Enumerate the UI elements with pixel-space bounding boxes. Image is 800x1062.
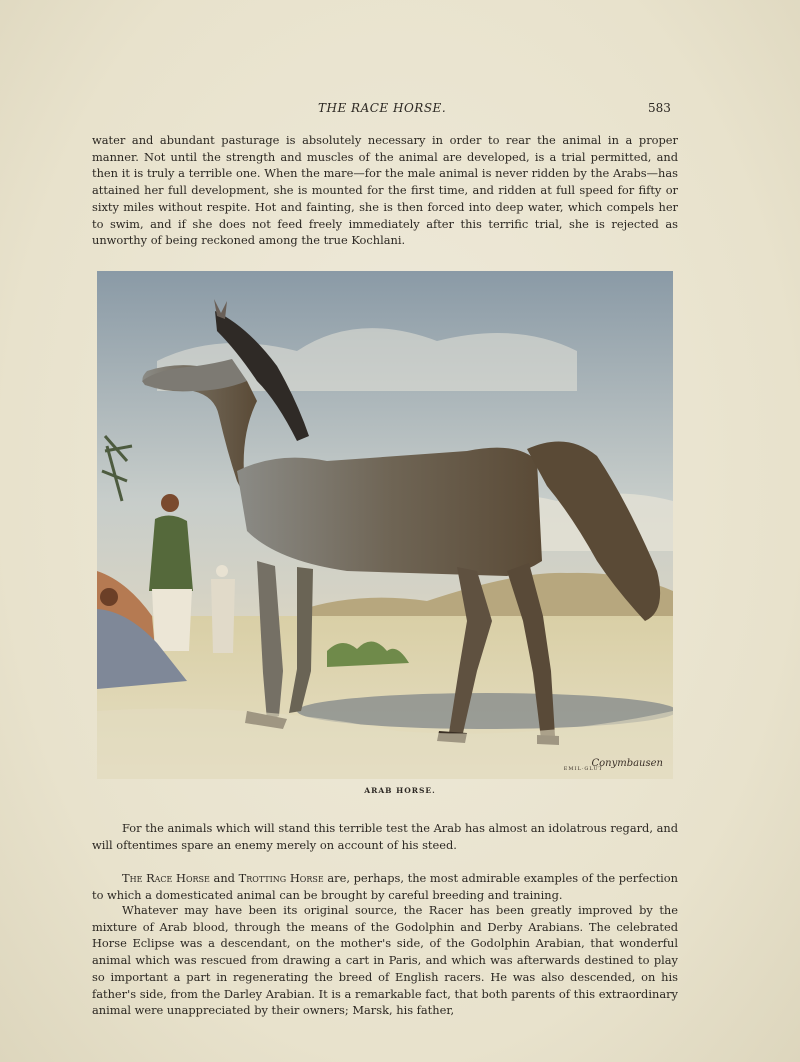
paragraph-idolatrous-regard <box>92 820 678 853</box>
page-number: 583 <box>648 101 671 115</box>
paragraph-text: water and abundant pasturage is absolutely necessary in order to rear the animal in a proper manner. Not until the strength and muscles of the animal are developed, is a trial permitted, and then it is truly a terrible one. When the mare—for the male animal is never ridden by the Arabs—has attained her full development, she is mounted for the first time, and ridden at full speed for fifty or sixty miles without respite. Hot and fainting, she is then forced into deep water, which compels her to swim, and if she does not feed freely immediately after this terrific trial, she is rejected as unworthy of being reckoned among the true Kochlani. <box>92 133 678 248</box>
engraver-mark: EMIL·GLUT <box>563 766 603 772</box>
illustration-artwork <box>97 271 673 779</box>
arab-horse-illustration <box>97 271 673 779</box>
text-run: are, perhaps, the most admirable examples of the perfection to which a domesticated animal can be brought by careful breeding and training. <box>92 871 678 902</box>
paragraph-kochlani-trial <box>92 132 678 249</box>
figure-caption: ARAB HORSE. <box>364 786 436 795</box>
paragraph-race-horse-intro <box>92 870 678 903</box>
paragraph-text: Whatever may have been its original source, the Racer has been greatly improved by the mixture of Arab blood, through the means of the Godolphin and Derby Arabians. The celebrated Horse Eclipse was a descendant, on the mother's side, of the Godolphin Arabian, that wonderful animal which was rescued from drawing a cart in Paris, and which was afterwards destined to play so important a part in regenerating the breed of English racers. He was also descended, on his father's side, from the Darley Arabian. It is a remarkable fact, that both parents of this extraordinary animal were unappreciated by their owners; Marsk, his father, <box>92 903 678 1018</box>
artist-signature: Conymbausen <box>591 758 663 769</box>
paragraph-text: For the animals which will stand this terrible test the Arab has almost an idolatrous regard, and will oftentimes spare an enemy merely on account of his steed. <box>92 821 679 852</box>
small-caps-term: The Race Horse <box>122 871 210 885</box>
small-caps-term: Trotting Horse <box>238 871 324 885</box>
paragraph-text <box>92 870 678 903</box>
running-head: THE RACE HORSE. <box>318 101 447 115</box>
paragraph-racer-origin <box>92 902 678 1019</box>
text-run: and <box>209 871 239 885</box>
